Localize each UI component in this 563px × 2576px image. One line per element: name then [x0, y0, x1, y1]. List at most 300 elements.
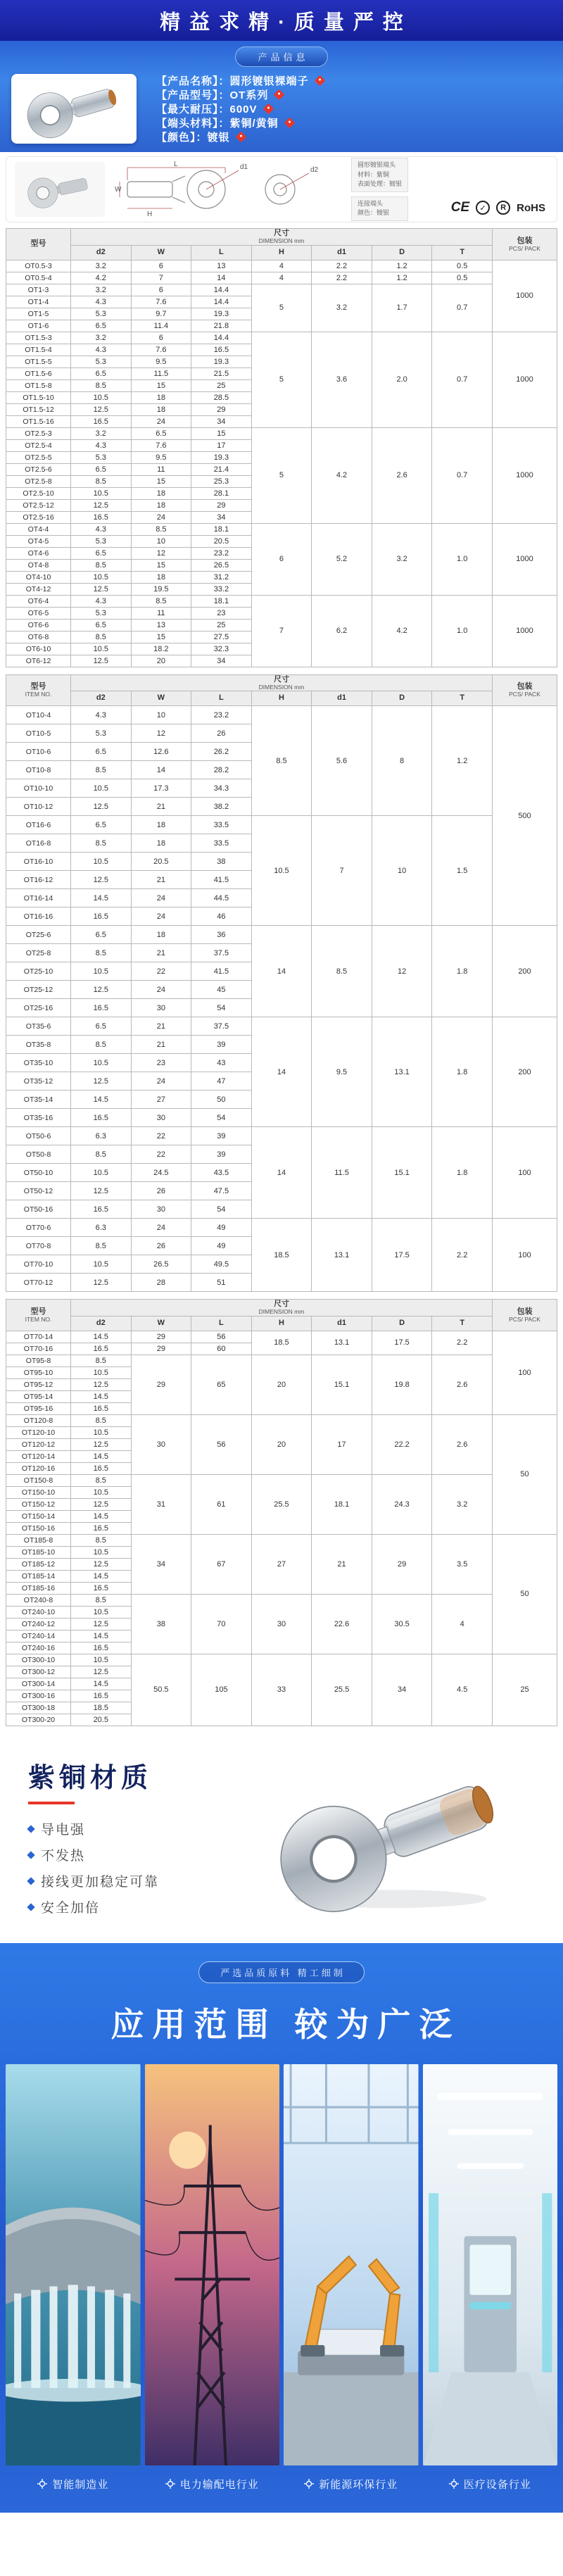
dim-cell: 9.5 — [131, 356, 191, 367]
dim-cell: 3.2 — [71, 332, 132, 344]
model-cell: OT2.5-8 — [6, 475, 71, 487]
dim-cell: 16.5 — [71, 511, 132, 523]
dim-cell: 18 — [131, 571, 191, 583]
caption-power-distribution — [145, 2477, 280, 2492]
dim-cell: 1.2 — [372, 272, 432, 284]
model-cell: OT4-10 — [6, 571, 71, 583]
dim-cell: 47.5 — [191, 1182, 252, 1200]
table-row — [6, 1017, 557, 1036]
model-cell: OT0.5-4 — [6, 272, 71, 284]
model-cell: OT150-14 — [6, 1510, 71, 1522]
dim-cell: 13 — [191, 260, 252, 272]
dim-cell: 2.2 — [432, 1331, 493, 1355]
dim-cell: 11.4 — [131, 320, 191, 332]
dim-cell: 1.2 — [372, 260, 432, 272]
terminal-grayscale-image — [20, 166, 99, 213]
dim-cell: 14.5 — [71, 1331, 132, 1343]
dim-cell: 3.2 — [432, 1474, 493, 1534]
dim-cell: 46 — [191, 907, 252, 926]
dim-cell: 10.5 — [71, 962, 132, 981]
dim-cell: 22 — [131, 1145, 191, 1164]
dim-cell: 14.5 — [71, 1570, 132, 1582]
dim-cell: 28.5 — [191, 391, 252, 403]
dim-cell: 9.7 — [131, 308, 191, 320]
note-line: 材料：紫铜 — [358, 170, 390, 178]
dim-cell: 21 — [131, 1036, 191, 1054]
tag-icon — [284, 117, 295, 128]
dim-cell: 8.5 — [71, 1145, 132, 1164]
dim-cell: 29 — [131, 1331, 191, 1343]
gear-icon — [304, 2479, 314, 2489]
dim-cell: 6 — [251, 523, 312, 595]
dim-cell: 13.1 — [372, 1017, 432, 1127]
dim-cell: 26.5 — [131, 1255, 191, 1274]
dim-cell: 8.5 — [71, 834, 132, 853]
dim-cell: 4.2 — [372, 595, 432, 667]
model-cell: OT25-8 — [6, 944, 71, 962]
product-info-section — [0, 41, 563, 152]
dim-cell: 18.5 — [71, 1702, 132, 1714]
dim-cell: 0.7 — [432, 427, 493, 523]
dim-cell: 30 — [131, 1109, 191, 1127]
industry-photos — [0, 2064, 563, 2465]
dim-cell: 12.5 — [71, 655, 132, 667]
dim-cell: 10.5 — [71, 1426, 132, 1438]
dim-cell: 5.3 — [71, 535, 132, 547]
table-row — [6, 1534, 557, 1546]
model-cell: OT50-6 — [6, 1127, 71, 1145]
spec-text: 【最大耐压】：600V — [156, 103, 258, 115]
dim-cell: 16.5 — [71, 907, 132, 926]
dim-cell: 65 — [191, 1355, 252, 1414]
dim-cell: 19.5 — [131, 583, 191, 595]
dim-label-d1: d1 — [240, 163, 248, 171]
dim-cell: 6.5 — [131, 427, 191, 439]
dim-cell: 56 — [191, 1331, 252, 1343]
dim-cell: 14.5 — [71, 1091, 132, 1109]
dim-cell: 18 — [131, 816, 191, 834]
dim-cell: 8.5 — [71, 1237, 132, 1255]
dim-cell: 4.3 — [71, 595, 132, 607]
dim-cell: 38.2 — [191, 798, 252, 816]
dim-label-L: L — [174, 161, 178, 168]
dim-cell: 54 — [191, 1109, 252, 1127]
dim-cell: 8.5 — [71, 761, 132, 779]
model-cell: OT70-6 — [6, 1219, 71, 1237]
spec-table-small-sizes — [6, 228, 557, 667]
dim-cell: 4.2 — [312, 427, 372, 523]
pack-cell: 200 — [493, 1017, 557, 1127]
model-cell: OT185-16 — [6, 1582, 71, 1594]
model-cell: OT10-5 — [6, 724, 71, 743]
model-cell: OT240-12 — [6, 1618, 71, 1630]
model-cell: OT1-5 — [6, 308, 71, 320]
copper-point — [28, 1894, 159, 1920]
dim-cell: 39 — [191, 1036, 252, 1054]
dim-cell: 12.5 — [71, 1558, 132, 1570]
bullet-icon — [27, 1903, 34, 1911]
note-material — [351, 158, 408, 192]
model-cell: OT1.5-5 — [6, 356, 71, 367]
dim-cell: 10.5 — [71, 1054, 132, 1072]
dim-cell: 16.5 — [71, 1402, 132, 1414]
table-row — [6, 272, 557, 284]
model-cell: OT35-6 — [6, 1017, 71, 1036]
model-cell: OT1.5-3 — [6, 332, 71, 344]
model-cell: OT50-12 — [6, 1182, 71, 1200]
model-cell: OT95-14 — [6, 1390, 71, 1402]
table-row — [6, 1219, 557, 1237]
dim-cell: 17 — [312, 1414, 372, 1474]
dim-sub-header: d1 — [312, 245, 372, 260]
dim-cell: 50.5 — [131, 1654, 191, 1726]
r-cert-icon: R — [496, 201, 510, 215]
dim-cell: 25.3 — [191, 475, 252, 487]
dim-cell: 8.5 — [312, 926, 372, 1017]
dimension-drawing — [115, 161, 340, 218]
dim-cell: 22.2 — [372, 1414, 432, 1474]
model-cell: OT150-8 — [6, 1474, 71, 1486]
dimension-column-header: 尺寸 DIMENSION mm — [71, 229, 493, 246]
dim-cell: 4.3 — [71, 523, 132, 535]
dim-cell: 16.5 — [71, 1690, 132, 1702]
dim-cell: 54 — [191, 1200, 252, 1219]
model-cell: OT70-14 — [6, 1331, 71, 1343]
dim-cell: 8.5 — [71, 1414, 132, 1426]
dim-cell: 12.5 — [71, 403, 132, 415]
dim-cell: 4.3 — [71, 296, 132, 308]
dim-cell: 12 — [131, 724, 191, 743]
dim-cell: 11.5 — [312, 1127, 372, 1219]
dim-cell: 61 — [191, 1474, 252, 1534]
dim-cell: 16.5 — [71, 1462, 132, 1474]
model-cell: OT70-16 — [6, 1343, 71, 1355]
dim-cell: 21 — [131, 871, 191, 889]
model-cell: OT50-8 — [6, 1145, 71, 1164]
dim-cell: 38 — [131, 1594, 191, 1654]
dim-sub-header: W — [131, 245, 191, 260]
model-cell: OT300-16 — [6, 1690, 71, 1702]
copper-point-text: 接线更加稳定可靠 — [41, 1875, 160, 1890]
model-cell: OT4-4 — [6, 523, 71, 535]
pack-cell: 25 — [493, 1654, 557, 1726]
rohs-mark-icon: RoHS — [517, 201, 545, 214]
check-cert-icon: ✓ — [476, 201, 490, 215]
model-cell: OT10-6 — [6, 743, 71, 761]
spec-line — [156, 101, 324, 115]
dim-cell: 8 — [372, 706, 432, 816]
hero-body — [11, 73, 552, 144]
dim-cell: 15 — [131, 559, 191, 571]
model-column-header: 型号 — [6, 229, 71, 260]
dim-cell: 12.6 — [131, 743, 191, 761]
dim-cell: 6.5 — [71, 367, 132, 379]
note-line: 连接端头 — [358, 199, 384, 207]
model-cell: OT10-12 — [6, 798, 71, 816]
dim-cell: 33 — [251, 1654, 312, 1726]
dim-cell: 3.2 — [71, 427, 132, 439]
bullet-icon — [27, 1851, 34, 1859]
model-cell: OT25-6 — [6, 926, 71, 944]
badge-row — [11, 46, 552, 67]
dim-cell: 18.2 — [131, 643, 191, 655]
dim-cell: 41.5 — [191, 871, 252, 889]
dim-cell: 15.1 — [312, 1355, 372, 1414]
dim-cell: 6.3 — [71, 1127, 132, 1145]
model-cell: OT150-12 — [6, 1498, 71, 1510]
dim-cell: 51 — [191, 1274, 252, 1292]
model-cell: OT70-10 — [6, 1255, 71, 1274]
dim-cell: 10.5 — [71, 487, 132, 499]
dim-cell: 18 — [131, 499, 191, 511]
copper-title: 紫铜材质 — [28, 1756, 159, 1804]
model-cell: OT70-12 — [6, 1274, 71, 1292]
dim-cell: 2.6 — [432, 1355, 493, 1414]
dim-cell: 24 — [131, 889, 191, 907]
dim-sub-header: L — [191, 1316, 252, 1331]
model-cell: OT4-8 — [6, 559, 71, 571]
model-cell: OT300-10 — [6, 1654, 71, 1666]
dim-cell: 6.5 — [71, 547, 132, 559]
dim-cell: 43 — [191, 1054, 252, 1072]
dim-cell: 19.8 — [372, 1355, 432, 1414]
model-cell: OT35-16 — [6, 1109, 71, 1127]
dim-cell: 33.2 — [191, 583, 252, 595]
copper-point-text: 导电强 — [41, 1823, 86, 1838]
dim-cell: 34 — [191, 511, 252, 523]
dim-cell: 26.2 — [191, 743, 252, 761]
dim-cell: 8.5 — [71, 559, 132, 571]
dim-cell: 39 — [191, 1145, 252, 1164]
dim-cell: 1.8 — [432, 926, 493, 1017]
dim-cell: 5.3 — [71, 308, 132, 320]
dim-cell: 49 — [191, 1237, 252, 1255]
dim-cell: 30 — [131, 999, 191, 1017]
dim-cell: 39 — [191, 1127, 252, 1145]
dim-cell: 23 — [131, 1054, 191, 1072]
dim-cell: 29 — [191, 499, 252, 511]
copper-point — [28, 1868, 159, 1894]
model-cell: OT300-14 — [6, 1678, 71, 1690]
dim-cell: 38 — [191, 853, 252, 871]
dim-sub-header: d2 — [71, 1316, 132, 1331]
dim-cell: 12.5 — [71, 871, 132, 889]
dim-cell: 21.8 — [191, 320, 252, 332]
tech-panel — [6, 156, 557, 222]
model-cell: OT240-16 — [6, 1642, 71, 1654]
bullet-icon — [27, 1825, 34, 1833]
dim-cell: 24 — [131, 907, 191, 926]
dim-cell: 12.5 — [71, 798, 132, 816]
copper-product-photo — [246, 1751, 535, 1925]
model-cell: OT4-12 — [6, 583, 71, 595]
caption-new-energy — [284, 2477, 419, 2492]
dim-cell: 16.5 — [71, 1582, 132, 1594]
model-cell: OT6-6 — [6, 619, 71, 631]
dim-cell: 33.5 — [191, 834, 252, 853]
dim-cell: 1.5 — [432, 816, 493, 926]
dim-sub-header: d1 — [312, 1316, 372, 1331]
model-cell: OT1.5-4 — [6, 344, 71, 356]
model-cell: OT95-12 — [6, 1378, 71, 1390]
dim-cell: 12.5 — [71, 1498, 132, 1510]
dim-cell: 14.5 — [71, 1630, 132, 1642]
dim-cell: 14.5 — [71, 1678, 132, 1690]
note-line: 圆形镀银端头 — [358, 161, 396, 169]
copper-text-block — [28, 1756, 159, 1920]
model-cell: OT50-16 — [6, 1200, 71, 1219]
dim-cell: 4.3 — [71, 439, 132, 451]
dim-cell: 1.7 — [372, 284, 432, 332]
dim-cell: 12 — [372, 926, 432, 1017]
dim-cell: 16.5 — [191, 344, 252, 356]
tech-notes — [351, 158, 408, 221]
dim-sub-header: D — [372, 691, 432, 706]
model-cell: OT2.5-12 — [6, 499, 71, 511]
certification-marks — [451, 200, 545, 215]
dim-cell: 19.3 — [191, 308, 252, 320]
model-cell: OT185-10 — [6, 1546, 71, 1558]
dim-cell: 14.5 — [71, 1510, 132, 1522]
tag-icon — [235, 131, 246, 142]
spec-table-large-sizes — [6, 1299, 557, 1726]
dim-cell: 14 — [251, 1127, 312, 1219]
tag-icon — [262, 103, 274, 114]
dim-cell: 14.4 — [191, 332, 252, 344]
dim-cell: 2.2 — [312, 272, 372, 284]
caption-label: 新能源环保行业 — [319, 2478, 398, 2491]
model-cell: OT1-6 — [6, 320, 71, 332]
dim-cell: 50 — [191, 1091, 252, 1109]
model-cell: OT240-8 — [6, 1594, 71, 1606]
dim-cell: 18.5 — [251, 1219, 312, 1292]
model-cell: OT2.5-4 — [6, 439, 71, 451]
dim-cell: 4.2 — [71, 272, 132, 284]
table-row — [6, 523, 557, 535]
dim-cell: 8.5 — [131, 523, 191, 535]
model-cell: OT16-8 — [6, 834, 71, 853]
dim-sub-header: T — [432, 691, 493, 706]
dim-cell: 18 — [131, 403, 191, 415]
pack-column-header: 包装 PCS/ PACK — [493, 674, 557, 706]
dim-cell: 17 — [191, 439, 252, 451]
dimension-column-header: 尺寸 DIMENSION mm — [71, 1300, 493, 1317]
dim-cell: 21 — [131, 1017, 191, 1036]
table-row — [6, 1355, 557, 1366]
dim-cell: 14.5 — [71, 1450, 132, 1462]
terminal-photo-small — [15, 162, 105, 217]
dim-cell: 33.5 — [191, 816, 252, 834]
dim-cell: 5.3 — [71, 451, 132, 463]
model-cell: OT6-12 — [6, 655, 71, 667]
dim-cell: 6.2 — [312, 595, 372, 667]
pack-cell: 500 — [493, 706, 557, 926]
dim-cell: 21.5 — [191, 367, 252, 379]
dim-cell: 4 — [432, 1594, 493, 1654]
dim-cell: 5 — [251, 427, 312, 523]
table-row — [6, 706, 557, 724]
dim-cell: 67 — [191, 1534, 252, 1594]
dim-cell: 28.2 — [191, 761, 252, 779]
model-cell: OT1.5-16 — [6, 415, 71, 427]
table-row — [6, 1331, 557, 1343]
dim-cell: 18 — [131, 926, 191, 944]
model-cell: OT70-8 — [6, 1237, 71, 1255]
model-cell: OT4-6 — [6, 547, 71, 559]
dim-cell: 16.5 — [71, 415, 132, 427]
dim-cell: 3.5 — [432, 1534, 493, 1594]
dim-cell: 12.5 — [71, 499, 132, 511]
dim-cell: 21.4 — [191, 463, 252, 475]
dim-cell: 2.6 — [432, 1414, 493, 1474]
dim-cell: 8.5 — [71, 944, 132, 962]
model-cell: OT6-10 — [6, 643, 71, 655]
dim-cell: 20.5 — [71, 1714, 132, 1726]
tag-icon — [314, 75, 325, 86]
pack-cell: 1000 — [493, 427, 557, 523]
model-cell: OT185-8 — [6, 1534, 71, 1546]
industry-captions — [0, 2465, 563, 2513]
product-info-badge: 产品信息 — [235, 46, 327, 67]
dim-sub-header: T — [432, 245, 493, 260]
application-section — [0, 1943, 563, 2513]
dim-cell: 6.5 — [71, 463, 132, 475]
dim-cell: 16.5 — [71, 1343, 132, 1355]
dim-cell: 34 — [191, 415, 252, 427]
dim-sub-header: D — [372, 1316, 432, 1331]
model-cell: OT120-12 — [6, 1438, 71, 1450]
dim-cell: 29 — [131, 1343, 191, 1355]
spec-text: 【产品名称】：圆形镀银裸端子 — [156, 75, 309, 87]
dim-cell: 1.0 — [432, 595, 493, 667]
model-cell: OT25-16 — [6, 999, 71, 1017]
dim-cell: 10.5 — [71, 1486, 132, 1498]
table-row — [6, 1654, 557, 1666]
dim-cell: 16.5 — [71, 1200, 132, 1219]
dim-cell: 18 — [131, 834, 191, 853]
gear-icon — [449, 2479, 459, 2489]
model-column-header: 型号 ITEM NO. — [6, 1300, 71, 1331]
dim-cell: 37.5 — [191, 944, 252, 962]
caption-label: 智能制造业 — [52, 2478, 109, 2491]
model-cell: OT240-14 — [6, 1630, 71, 1642]
dim-cell: 8.5 — [71, 475, 132, 487]
bullet-icon — [27, 1877, 34, 1885]
dim-cell: 13.1 — [312, 1219, 372, 1292]
dim-cell: 27 — [251, 1534, 312, 1594]
dim-cell: 4 — [251, 260, 312, 272]
note-line: 表面处理：镀银 — [358, 180, 403, 188]
dim-cell: 21 — [131, 944, 191, 962]
copper-point-text: 安全加倍 — [41, 1901, 101, 1916]
table-row — [6, 284, 557, 296]
dim-cell: 15 — [131, 475, 191, 487]
dim-cell: 5.3 — [71, 724, 132, 743]
caption-smart-manufacturing — [6, 2477, 141, 2492]
dim-cell: 14 — [191, 272, 252, 284]
dim-cell: 10.5 — [71, 1164, 132, 1182]
model-cell: OT2.5-6 — [6, 463, 71, 475]
dim-cell: 12.5 — [71, 1438, 132, 1450]
dim-cell: 18 — [131, 391, 191, 403]
dim-cell: 1.2 — [432, 706, 493, 816]
pack-cell: 50 — [493, 1414, 557, 1534]
model-cell: OT95-8 — [6, 1355, 71, 1366]
dim-cell: 10.5 — [71, 1255, 132, 1274]
model-cell: OT25-10 — [6, 962, 71, 981]
dim-cell: 56 — [191, 1414, 252, 1474]
dim-cell: 9.5 — [131, 451, 191, 463]
